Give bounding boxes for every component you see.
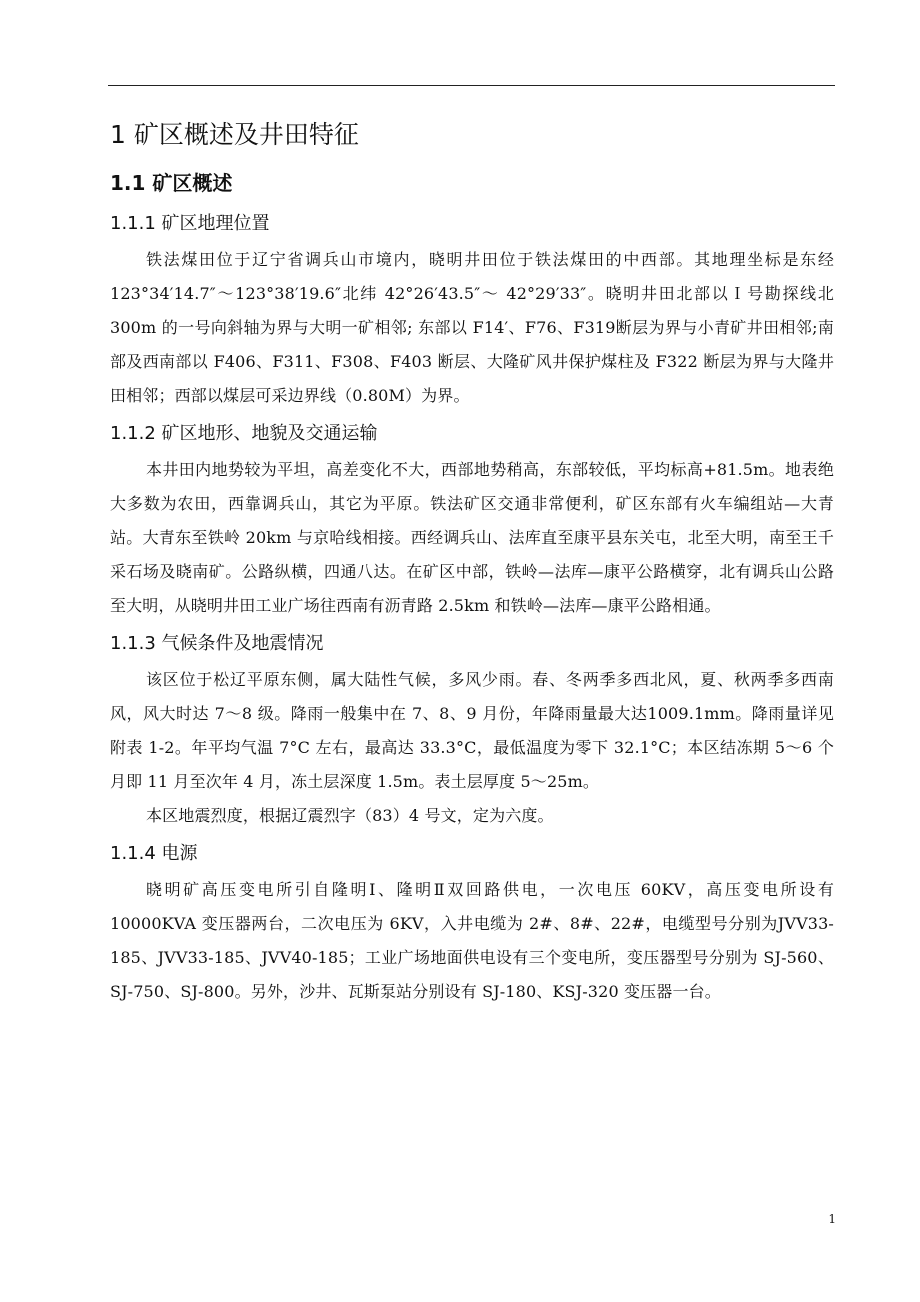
paragraph-geography: 铁法煤田位于辽宁省调兵山市境内，晓明井田位于铁法煤田的中西部。其地理坐标是东经 123°34′14.7″～123°38′19.6″北纬 42°26′43.5″～ 42°29′33″。晓明井田北部以Ｉ号勘探线北 300m 的一号向斜轴为界与大明一矿相邻; 东部以 F14′、F76、F319断层为界与小青矿井田相邻;南部及西南部以 F406、F311、F308、F403 断层、大隆矿风井保护煤柱及 F322 断层为界与大隆井田相邻；西部以煤层可采边界线（0.80M）为界。 [110, 250, 834, 405]
paragraph-earthquake: 本区地震烈度，根据辽震烈字（83）4 号文，定为六度。 [146, 806, 554, 825]
paragraph-power-supply: 晓明矿高压变电所引自隆明Ⅰ、隆明Ⅱ双回路供电，一次电压 60KV，高压变电所设有 10000KVA 变压器两台，二次电压为 6KV，入井电缆为 2#、8#、22#，电缆型号分别为JVV33-185、JVV33-185、JVV40-185；工业广场地面供电设有三个变电所，变压器型号分别为 SJ-560、SJ-750、SJ-800。另外，沙井、瓦斯泵站分别设有 SJ-180、KSJ-320 变压器一台。 [110, 880, 834, 1001]
document-body [110, 116, 834, 1009]
paragraph-terrain-transport: 本井田内地势较为平坦，高差变化不大，西部地势稍高，东部较低，平均标高+81.5m。地表绝大多数为农田，西靠调兵山，其它为平原。铁法矿区交通非常便利，矿区东部有火车编组站—大青站。大青东至铁岭 20km 与京哈线相接。西经调兵山、法库直至康平县东关屯，北至大明，南至王千采石场及晓南矿。公路纵横，四通八达。在矿区中部，铁岭—法库—康平公路横穿，北有调兵山公路至大明，从晓明井田工业广场往西南有沥青路 2.5km 和铁岭—法库—康平公路相通。 [110, 460, 834, 615]
section-title: 1.1 矿区概述 [110, 171, 233, 195]
subsection-title-1-1-2: 1.1.2 矿区地形、地貌及交通运输 [110, 423, 378, 444]
subsection-title-1-1-3: 1.1.3 气候条件及地震情况 [110, 633, 324, 654]
chapter-title: 1 矿区概述及井田特征 [110, 120, 359, 149]
subsection-title-1-1-1: 1.1.1 矿区地理位置 [110, 213, 270, 234]
paragraph-climate: 该区位于松辽平原东侧，属大陆性气候，多风少雨。春、冬两季多西北风，夏、秋两季多西南风，风大时达 7～8 级。降雨一般集中在 7、8、9 月份，年降雨量最大达1009.1mm。降雨量详见附表 1-2。年平均气温 7°C 左右，最高达 33.3°C，最低温度为零下 32.1°C；本区结冻期 5～6 个月即 11 月至次年 4 月，冻土层深度 1.5m。表土层厚度 5～25m。 [110, 670, 834, 791]
subsection-title-1-1-4: 1.1.4 电源 [110, 843, 198, 864]
page-number: 1 [828, 1212, 836, 1226]
header-rule [108, 85, 835, 86]
